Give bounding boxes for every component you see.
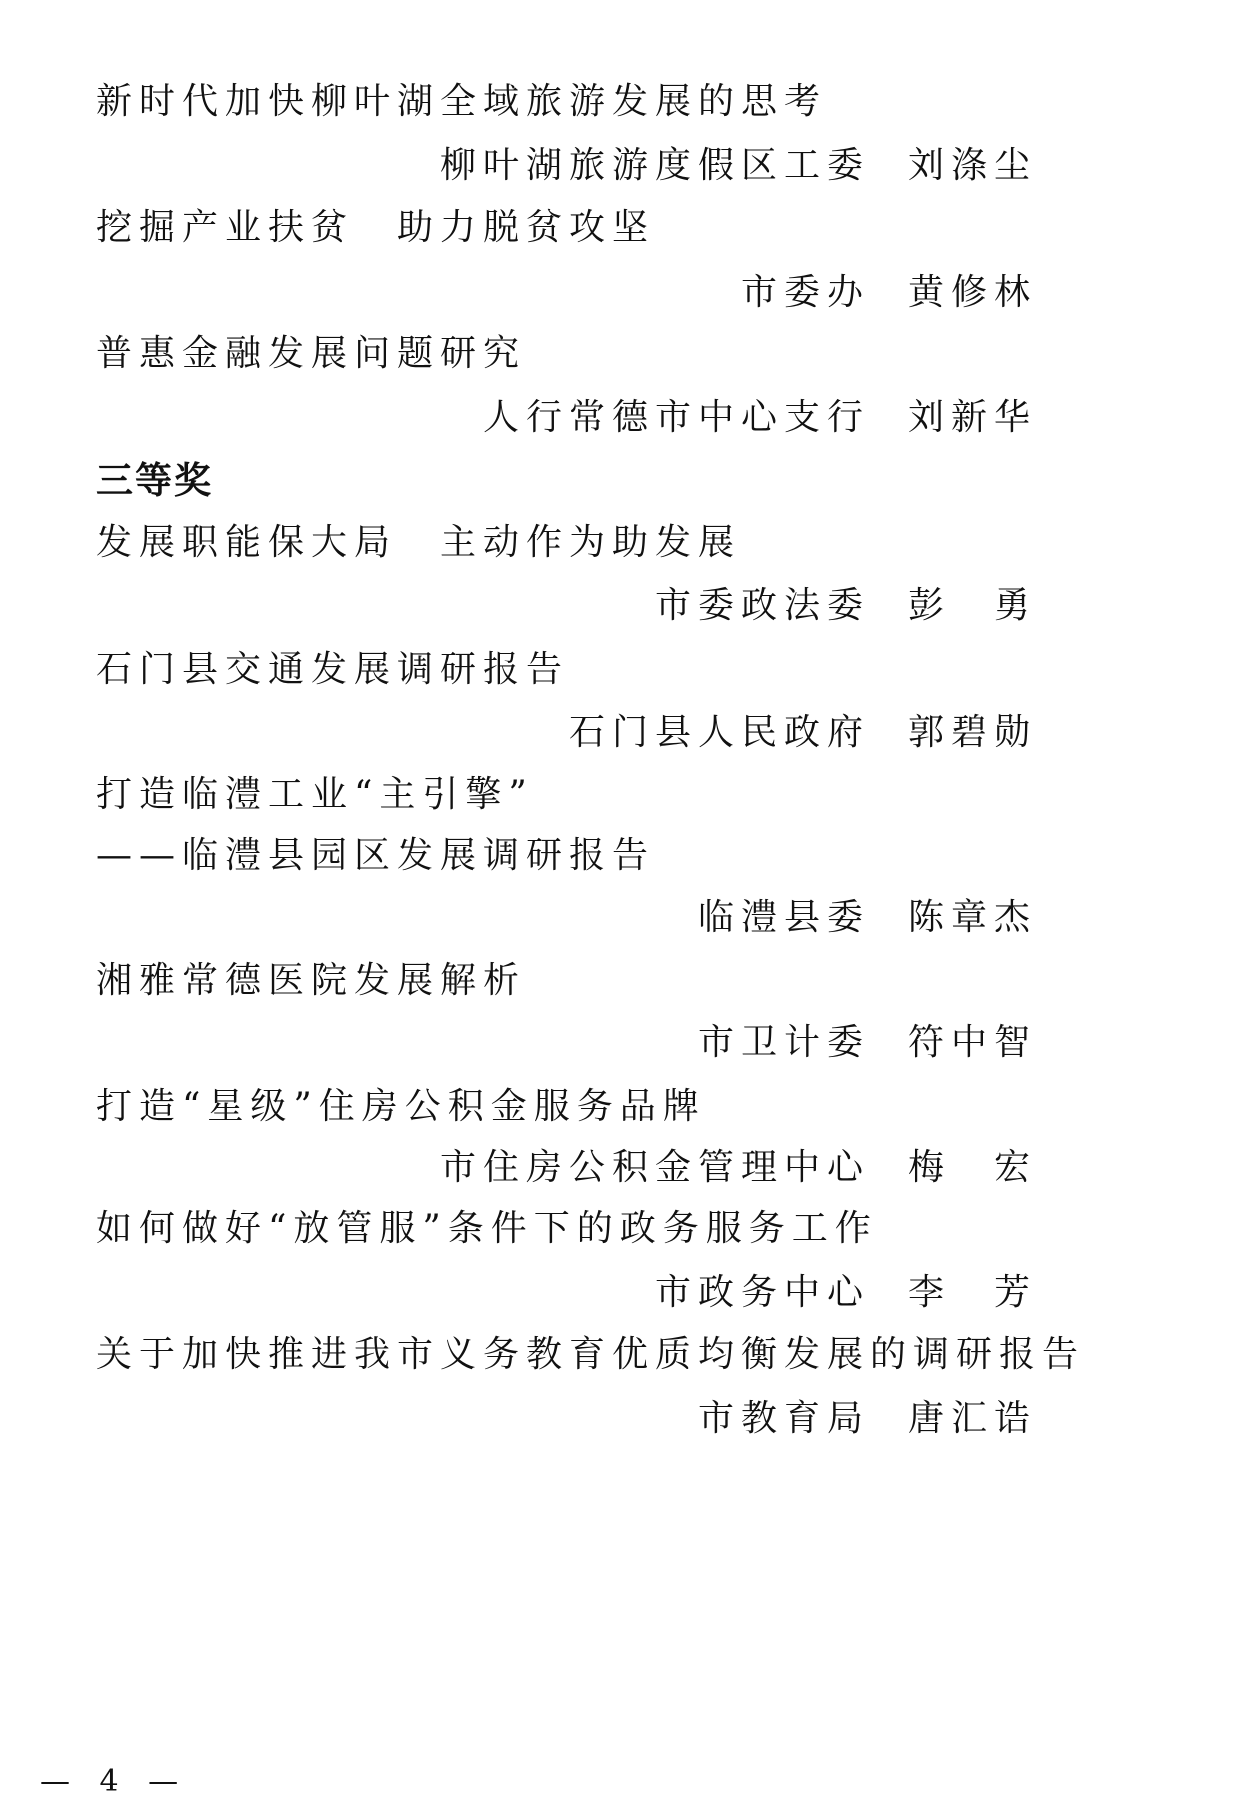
entry-title: 打造“星级”住房公积金服务品牌 [96,1086,706,1127]
entry-org: 市教育局 [697,1398,870,1439]
page-number: — 4 — [40,1764,189,1799]
entry-org: 市委办 [740,272,870,313]
entry-org: 人行常德市中心支行 [482,397,870,438]
entry-subtitle: ——临澧县园区发展调研报告 [96,835,656,876]
entry-org: 临澧县委 [697,897,870,938]
entry-title: 石门县交通发展调研报告 [96,649,570,690]
entry-org: 市委政法委 [654,585,870,626]
entry-org: 石门县人民政府 [568,712,870,753]
entry-name: 李 芳 [907,1272,1037,1313]
entry-org: 市卫计委 [697,1022,870,1063]
entry-author [654,585,1037,626]
entry-title: 新时代加快柳叶湖全域旅游发展的思考 [96,81,828,122]
entry-name: 陈章杰 [907,897,1037,938]
entry-author [568,712,1037,753]
entry-title: 发展职能保大局 主动作为助发展 [96,522,742,563]
entry-author [697,1022,1037,1063]
entry-title: 挖掘产业扶贫 助力脱贫攻坚 [96,207,656,248]
entry-author [654,1272,1037,1313]
entry-author [482,397,1037,438]
entry-name: 唐汇诰 [907,1398,1037,1439]
entry-author [439,1147,1037,1188]
entry-org: 市政务中心 [654,1272,870,1313]
entry-name: 彭 勇 [907,585,1037,626]
entry-title: 普惠金融发展问题研究 [96,333,527,374]
entry-name: 符中智 [907,1022,1037,1063]
entry-title: 湘雅常德医院发展解析 [96,960,527,1001]
entry-author [740,272,1037,313]
entry-name: 郭碧勋 [907,712,1037,753]
entry-title: 打造临澧工业“主引擎” [96,774,534,815]
entry-title: 如何做好“放管服”条件下的政务服务工作 [96,1208,878,1249]
entry-title: 关于加快推进我市义务教育优质均衡发展的调研报告 [96,1334,1086,1375]
entry-name: 刘新华 [907,397,1037,438]
entry-name: 梅 宏 [907,1147,1037,1188]
entry-author [697,897,1037,938]
section-heading-third-prize: 三等奖 [96,459,213,502]
entry-name: 刘涤尘 [907,145,1037,186]
entry-name: 黄修林 [907,272,1037,313]
entry-org: 柳叶湖旅游度假区工委 [439,145,870,186]
entry-author [439,145,1037,186]
entry-author [697,1398,1037,1439]
entry-org: 市住房公积金管理中心 [439,1147,870,1188]
